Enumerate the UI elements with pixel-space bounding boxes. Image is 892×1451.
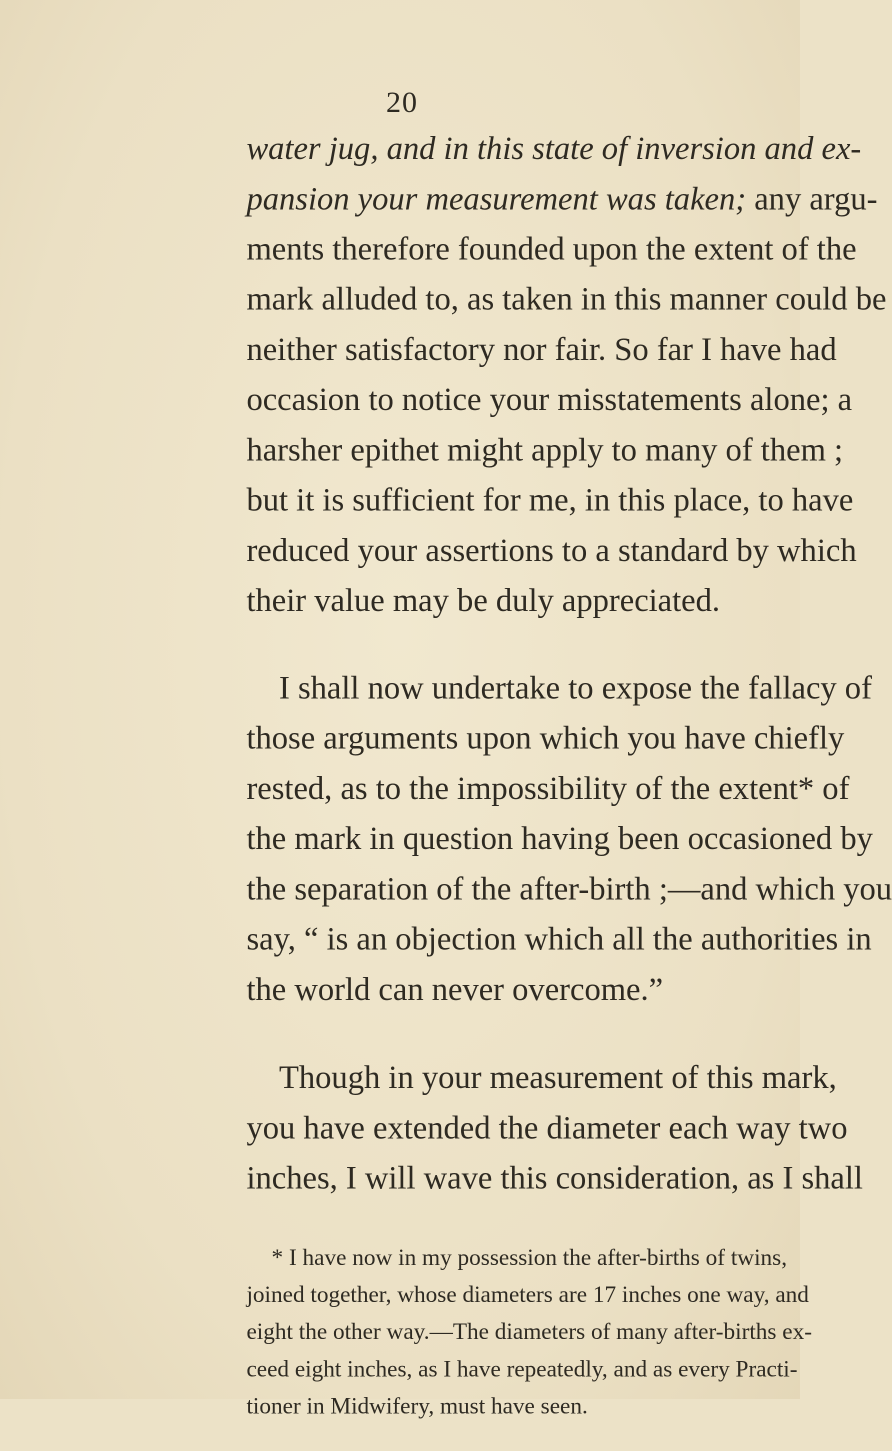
line-text: any argu-	[746, 180, 878, 217]
paragraph-2-line-2	[246, 719, 845, 757]
paragraph-3-line-2	[246, 1109, 848, 1146]
line-text: I shall now undertake to expose the fallacy of	[279, 669, 872, 706]
paragraph-2-line-4	[246, 820, 873, 857]
paragraph-2-line-7	[246, 971, 683, 1008]
italic-text: water jug, and in this state of inversion and ex-	[246, 130, 862, 167]
footnote-line-3	[246, 1319, 812, 1347]
paragraph-2-line-1	[279, 669, 872, 707]
paragraph-1-line-9	[246, 531, 857, 569]
paragraph-1-line-5	[246, 331, 837, 368]
line-text: but it is sufficient for me, in this place, to have	[246, 481, 854, 519]
line-text: harsher epithet might apply to many of them ;	[246, 431, 844, 468]
paragraph-1-line-2	[246, 180, 878, 217]
paragraph-1-line-8	[246, 481, 854, 519]
line-text: rested, as to the impossibility of the extent* of	[246, 770, 850, 807]
line-text: you have extended the diameter each way two	[246, 1109, 848, 1146]
page-number: 20	[386, 86, 418, 119]
footnote-text: joined together, whose diameters are 17 inches one way, and	[246, 1282, 809, 1308]
line-text: the world can never overcome.”	[246, 970, 664, 1008]
paragraph-3-line-3	[246, 1159, 863, 1197]
paragraph-2-line-3	[246, 770, 850, 807]
line-text: the separation of the after-birth ;—and which you	[246, 870, 892, 907]
line-text: those arguments upon which you have chiefly	[246, 719, 845, 757]
footnote-line-4	[246, 1356, 798, 1384]
footnote-line-1	[271, 1244, 788, 1272]
line-text: say, “ is an objection which all the authorities in	[246, 920, 872, 957]
line-text: mark alluded to, as taken in this manner could be	[246, 280, 887, 318]
line-text: their value may be duly appreciated.	[246, 582, 721, 619]
paragraph-2-line-6	[246, 920, 872, 958]
italic-text: pansion your measurement was taken;	[246, 180, 747, 217]
paragraph-2-line-5	[246, 870, 892, 907]
paragraph-1-line-10	[246, 582, 721, 619]
paragraph-1-line-1	[246, 130, 862, 167]
line-text: ments therefore founded upon the extent of the	[246, 230, 857, 267]
paragraph-1-line-3	[246, 230, 857, 268]
line-text: neither satisfactory nor fair. So far I have had	[246, 331, 837, 368]
footnote-text: eight the other way.—The diameters of many after-births ex-	[246, 1319, 812, 1345]
line-text: occasion to notice your misstatements alone; a	[246, 381, 853, 418]
footnote-text: ceed eight inches, as I have repeatedly, and as every Practi-	[246, 1356, 798, 1382]
line-text: Though in your measurement of this mark,	[279, 1059, 837, 1096]
footnote-line-2	[246, 1282, 809, 1310]
footnote-line-5	[246, 1393, 683, 1421]
footnote-text: * I have now in my possession the after-births of twins,	[271, 1245, 788, 1271]
footnote-text: tioner in Midwifery, must have seen.	[246, 1394, 588, 1420]
paragraph-3-line-1	[279, 1059, 837, 1096]
paragraph-1-line-7	[246, 431, 844, 469]
paragraph-1-line-4	[246, 280, 887, 318]
paragraph-1-line-6	[246, 381, 853, 418]
line-text: the mark in question having been occasioned by	[246, 820, 873, 857]
line-text: reduced your assertions to a standard by which	[246, 531, 857, 569]
line-text: inches, I will wave this consideration, as I shall	[246, 1159, 863, 1196]
